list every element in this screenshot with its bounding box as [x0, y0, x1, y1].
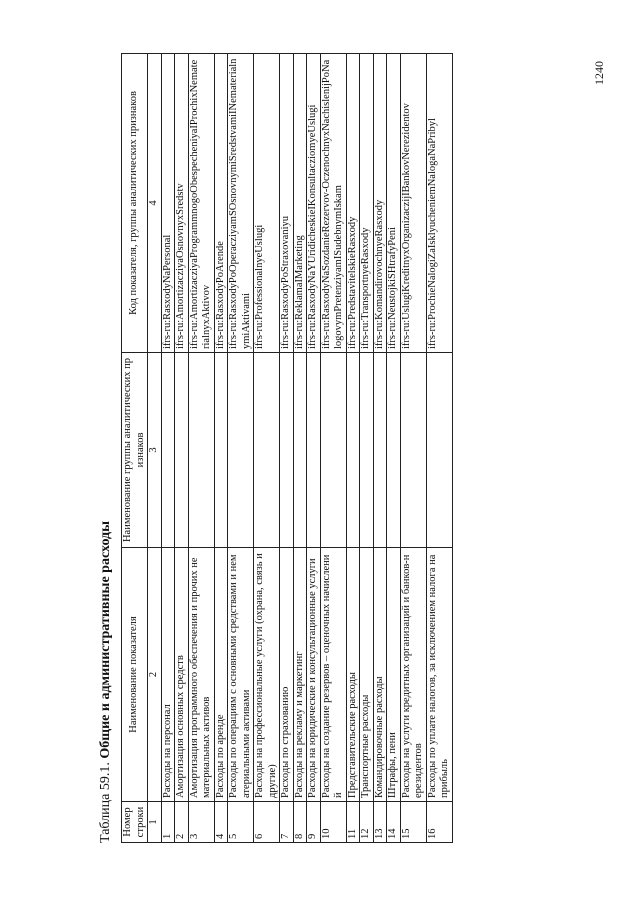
indicator-code: ifrs-ru:RasxodyPoOperacziyamSOsnovnymiSredstvamiINematerialnymiAktivami: [228, 54, 254, 353]
group-name: [188, 353, 214, 548]
table-row: [426, 54, 452, 843]
table-row: [254, 54, 280, 843]
row-number: 2: [175, 802, 189, 843]
row-number: 4: [214, 802, 228, 843]
row-number: 1: [161, 802, 175, 843]
indicator-code: ifrs-ru:ProchieNalogiZaIsklyucheniemNalogaNaPribyl: [426, 54, 452, 353]
row-number: 7: [280, 802, 294, 843]
group-name: [360, 353, 374, 548]
table-row: [293, 54, 307, 843]
group-name: [161, 353, 175, 548]
indicator-code: ifrs-ru:AmortizacziyaProgrammnogoObespecheniyaIProchixNematerialnyxAktivov: [188, 54, 214, 353]
indicator-code: ifrs-ru:PredstavitelskieRasxody: [346, 54, 360, 353]
indicator-code: ifrs-ru:TransportnyeRasxody: [360, 54, 374, 353]
row-number: 11: [346, 802, 360, 843]
indicator-name: Штрафы, пени: [387, 548, 401, 802]
indicator-code: ifrs-ru:RasxodyNaYUridicheskieIKonsultacziomyeUslugi: [307, 54, 321, 353]
page-number: 1240: [592, 61, 606, 85]
header-row: [122, 54, 148, 843]
indicator-name: Расходы на профессиональные услуги (охрана, связь и другие): [254, 548, 280, 802]
indicator-name: Амортизация программного обеспечения и прочих нематериальных активов: [188, 548, 214, 802]
group-name: [254, 353, 280, 548]
table-title-name: Общие и административные расходы: [98, 520, 113, 759]
header-code: Код показателя, группы аналитических признаков: [122, 54, 148, 353]
indicator-code: ifrs-ru:ProfessionalnyeUslugi: [254, 54, 280, 353]
indicator-name: Расходы на рекламу и маркетинг: [293, 548, 307, 802]
table-body: [161, 54, 452, 843]
group-name: [373, 353, 387, 548]
group-name: [400, 353, 426, 548]
header-indicator-name: Наименование показателя: [122, 548, 148, 802]
indicator-code: ifrs-ru:UslugiKreditnyxOrganizaczijIBankovNerezidentov: [400, 54, 426, 353]
table-row: [387, 54, 401, 843]
indicator-code: ifrs-ru:RasxodyPoStraxovaniyu: [280, 54, 294, 353]
group-name: [175, 353, 189, 548]
column-number: 1: [148, 802, 162, 843]
table-row: [280, 54, 294, 843]
indicator-name: Расходы на персонал: [161, 548, 175, 802]
row-number: 9: [307, 802, 321, 843]
indicator-name: Расходы на создание резервов – оценочных начислений: [320, 548, 346, 802]
group-name: [307, 353, 321, 548]
indicator-name: Представительские расходы: [346, 548, 360, 802]
indicator-code: ifrs-ru:RasxodyNaPersonal: [161, 54, 175, 353]
group-name: [214, 353, 228, 548]
indicator-name: Расходы по операциям с основными средствами и нематериальными активами: [228, 548, 254, 802]
table-row: [161, 54, 175, 843]
indicator-name: Расходы по страхованию: [280, 548, 294, 802]
indicator-code: ifrs-ru:RasxodyPoArende: [214, 54, 228, 353]
column-number: 4: [148, 54, 162, 353]
header-group-name: Наименование группы аналитических признаков: [122, 353, 148, 548]
indicator-code: ifrs-ru:RasxodyNaSozdanieRezervov-OczenochnyxNachislenijPoNalogovymPretenziyamISudebnymIskam: [320, 54, 346, 353]
row-number: 15: [400, 802, 426, 843]
table-row: [214, 54, 228, 843]
table-title-prefix: Таблица 59.1.: [98, 762, 113, 843]
row-number: 16: [426, 802, 452, 843]
indicator-code: ifrs-ru:NeustojkiSHtrafyPeni: [387, 54, 401, 353]
indicator-code: ifrs-ru:KomandirovochnyeRasxody: [373, 54, 387, 353]
table-row: [400, 54, 426, 843]
header-row-number: Номер строки: [122, 802, 148, 843]
indicator-name: Транспортные расходы: [360, 548, 374, 802]
table-row: [175, 54, 189, 843]
indicator-name: Расходы по аренде: [214, 548, 228, 802]
row-number: 10: [320, 802, 346, 843]
table-row: [188, 54, 214, 843]
column-number: 2: [148, 548, 162, 802]
indicator-name: Амортизация основных средств: [175, 548, 189, 802]
indicator-name: Расходы по уплате налогов, за исключением налога на прибыль: [426, 548, 452, 802]
table-row: [307, 54, 321, 843]
indicator-name: Расходы на услуги кредитных организаций и банков-нерезидентов: [400, 548, 426, 802]
group-name: [293, 353, 307, 548]
row-number: 12: [360, 802, 374, 843]
table-title: [98, 521, 114, 843]
group-name: [387, 353, 401, 548]
row-number: 5: [228, 802, 254, 843]
row-number: 3: [188, 802, 214, 843]
indicator-code: ifrs-ru:AmortizacziyaOsnovnyxSredstv: [175, 54, 189, 353]
table-row: [373, 54, 387, 843]
column-number: 3: [148, 353, 162, 548]
group-name: [346, 353, 360, 548]
indicator-code: ifrs-ru:ReklamaIMarketing: [293, 54, 307, 353]
indicator-name: Командировочные расходы: [373, 548, 387, 802]
indicator-name: Расходы на юридические и консультационные услуги: [307, 548, 321, 802]
column-numbers-row: [148, 54, 162, 843]
row-number: 14: [387, 802, 401, 843]
row-number: 6: [254, 802, 280, 843]
table-row: [320, 54, 346, 843]
table-row: [360, 54, 374, 843]
group-name: [280, 353, 294, 548]
row-number: 13: [373, 802, 387, 843]
row-number: 8: [293, 802, 307, 843]
table-row: [228, 54, 254, 843]
group-name: [228, 353, 254, 548]
group-name: [426, 353, 452, 548]
group-name: [320, 353, 346, 548]
expenses-table: [121, 53, 453, 843]
table-row: [346, 54, 360, 843]
